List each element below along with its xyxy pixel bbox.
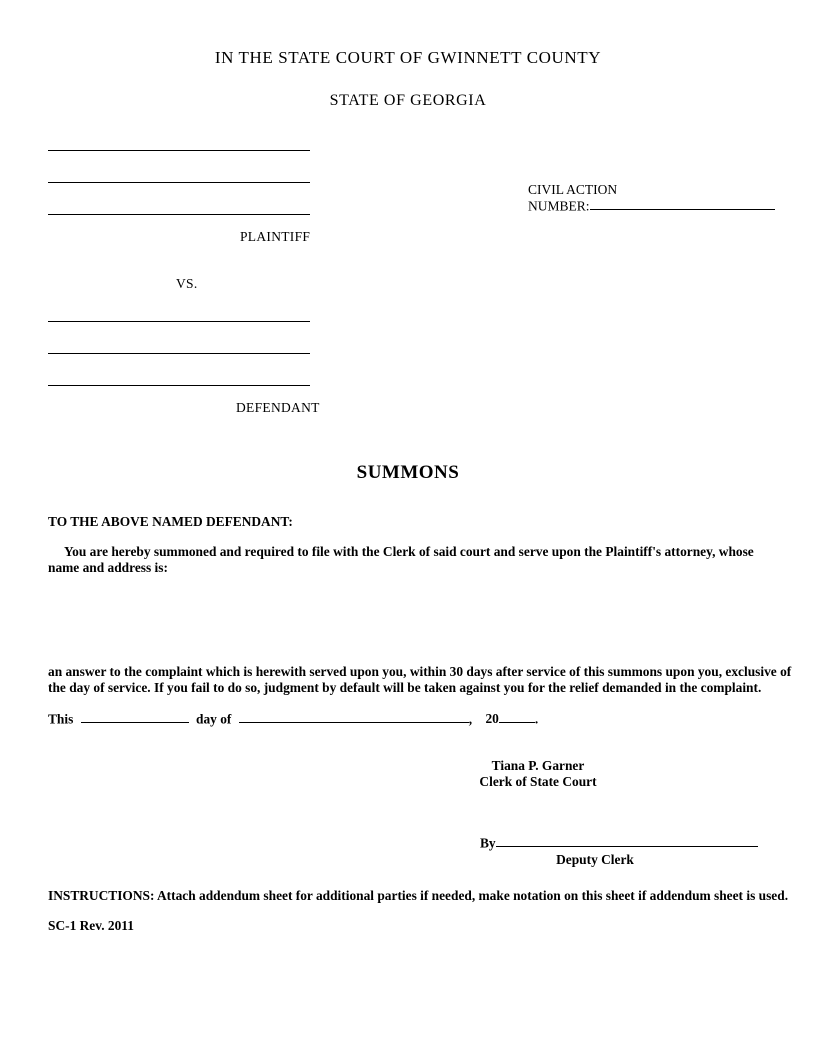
by-label: By — [480, 835, 496, 851]
number-label: NUMBER: — [528, 198, 590, 214]
state-title: STATE OF GEORGIA — [329, 92, 487, 109]
date-comma: , — [468, 711, 473, 727]
court-title: IN THE STATE COURT OF GWINNETT COUNTY — [214, 48, 602, 67]
plaintiff-name-line-1[interactable] — [48, 150, 310, 151]
summons-heading: SUMMONS — [356, 462, 460, 483]
civil-action-label: CIVIL ACTION — [528, 182, 618, 197]
plaintiff-name-line-3[interactable] — [48, 214, 310, 215]
by-line — [480, 835, 758, 851]
clerk-title: Clerk of State Court — [479, 774, 597, 789]
deputy-clerk-label: Deputy Clerk — [556, 852, 634, 867]
summons-paragraph-1: You are hereby summoned and required to file with the Clerk of said court and serve upon the Plaintiff's attorney, whose name and address is: — [48, 544, 754, 575]
case-number-field[interactable] — [590, 198, 775, 210]
addressee-line: TO THE ABOVE NAMED DEFENDANT: — [48, 514, 293, 529]
year-prefix: 20 — [485, 711, 499, 727]
civil-action-block — [528, 182, 783, 214]
defendant-name-line-3[interactable] — [48, 385, 310, 386]
month-field[interactable] — [239, 711, 469, 723]
defendant-name-line-1[interactable] — [48, 321, 310, 322]
plaintiff-name-line-2[interactable] — [48, 182, 310, 183]
form-number: SC-1 Rev. 2011 — [48, 918, 134, 933]
day-field[interactable] — [81, 711, 189, 723]
date-period: . — [534, 711, 539, 727]
date-day-of-label: day of — [196, 711, 232, 727]
defendant-name-line-2[interactable] — [48, 353, 310, 354]
date-this-label: This — [48, 711, 74, 727]
vs-label: VS. — [176, 276, 198, 291]
year-field[interactable] — [499, 711, 535, 723]
plaintiff-label: PLAINTIFF — [240, 229, 311, 244]
summons-paragraph-2: an answer to the complaint which is herewith served upon you, within 30 days after service of this summons upon you, exclusive of the day of service. If you fail to do so, judgment by default will be taken against you for the relief demanded in the complaint. — [48, 664, 792, 695]
defendant-label: DEFENDANT — [236, 400, 320, 415]
clerk-name: Tiana P. Garner — [491, 758, 585, 773]
date-line — [48, 711, 538, 727]
clerk-block — [468, 758, 608, 790]
instructions-line: INSTRUCTIONS: Attach addendum sheet for additional parties if needed, make notation on this sheet if addendum sheet is used. — [48, 888, 789, 903]
deputy-signature-field[interactable] — [496, 835, 758, 847]
